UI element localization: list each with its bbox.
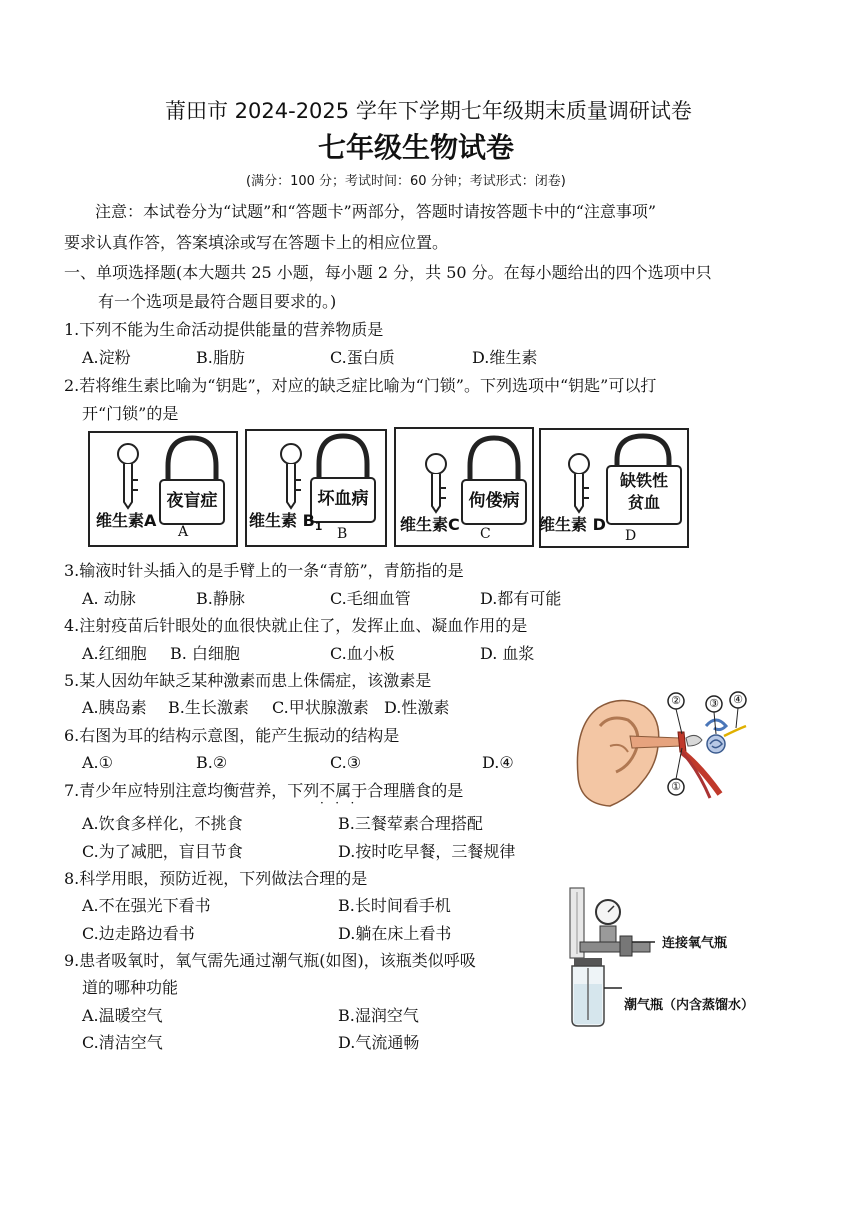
humidifier-label-oxygen: 连接氧气瓶 (662, 936, 728, 951)
exam-info: (满分：100 分；考试时间：60 分钟；考试形式：闭卷) (246, 174, 566, 189)
panel-letter-b: B (337, 526, 348, 542)
panel-letter-d: D (625, 528, 637, 544)
vitamin-panel-a (88, 428, 238, 548)
humidifier-label-bottle: 潮气瓶（内含蒸馏水） (624, 998, 755, 1013)
lock-label-b: 坏血病 (317, 489, 369, 509)
subject-title: 七年级生物试卷 (318, 131, 515, 164)
q8-option-b: B.长时间看手机 (338, 896, 451, 915)
ear-label-2: ② (671, 694, 681, 707)
q4-option-a: A.红细胞 (82, 644, 147, 663)
q1-option-d: D.维生素 (472, 348, 538, 367)
lock-label-a: 夜盲症 (166, 491, 218, 511)
notice-line-1: 注意：本试卷分为“试题”和“答题卡”两部分，答题时请按答题卡中的“注意事项” (95, 202, 657, 221)
q4-option-b: B. 白细胞 (170, 644, 240, 663)
q9-option-d: D.气流通畅 (338, 1033, 420, 1052)
q3-option-b: B.静脉 (196, 589, 245, 608)
q6-option-a: A.① (82, 753, 113, 772)
key-label-c: 维生素C (400, 515, 460, 534)
q9-option-c: C.清洁空气 (82, 1033, 163, 1052)
q9-option-b: B.湿润空气 (338, 1006, 419, 1025)
q4-stem: 4.注射疫苗后针眼处的血很快就止住了，发挥止血、凝血作用的是 (64, 616, 528, 635)
q2-stem-line-1: 2.若将维生素比喻为“钥匙”，对应的缺乏症比喻为“门锁”。下列选项中“钥匙”可以打 (64, 376, 657, 395)
notice-line-2: 要求认真作答，答案填涂或写在答题卡上的相应位置。 (64, 233, 449, 252)
q9-stem-line-2: 道的哪种功能 (82, 978, 179, 997)
q4-option-c: C.血小板 (330, 644, 395, 663)
ear-label-3: ③ (709, 697, 719, 710)
ear-label-4: ④ (733, 693, 743, 706)
q7-option-a: A.饮食多样化，不挑食 (82, 814, 243, 833)
q4-option-d: D. 血浆 (480, 644, 535, 663)
lock-label-c: 佝偻病 (468, 491, 520, 511)
q9-option-a: A.温暖空气 (82, 1006, 163, 1025)
q5-stem: 5.某人因幼年缺乏某种激素而患上侏儒症，该激素是 (64, 671, 432, 690)
q6-stem: 6.右图为耳的结构示意图，能产生振动的结构是 (64, 726, 400, 745)
q3-option-d: D.都有可能 (480, 589, 562, 608)
q5-option-a: A.胰岛素 (82, 698, 147, 717)
humidifier-figure (560, 884, 775, 1029)
vitamin-panel-b (245, 428, 387, 548)
panel-letter-c: C (480, 526, 491, 542)
q9-stem-line-1: 9.患者吸氧时，氧气需先通过潮气瓶(如图)，该瓶类似呼吸 (64, 951, 476, 970)
ear-label-1: ① (671, 780, 681, 793)
section-heading-line-1: 一、单项选择题(本大题共 25 小题，每小题 2 分，共 50 分。在每小题给出的四个选项中只 (64, 263, 712, 282)
key-label-b: 维生素 $B_1$ (249, 511, 323, 534)
q5-option-c: C.甲状腺激素 (272, 698, 369, 717)
q3-option-c: C.毛细血管 (330, 589, 411, 608)
q3-stem: 3.输液时针头插入的是手臂上的一条“青筋”，青筋指的是 (64, 561, 464, 580)
q7-stem: 7.青少年应特别注意均衡营养，下列不属于合理膳食的是 (64, 781, 464, 800)
section-heading-line-2: 有一个选项是最符合题目要求的。) (98, 292, 337, 311)
q7-option-b: B.三餐荤素合理搭配 (338, 814, 483, 833)
vitamin-panel-c (394, 426, 534, 548)
q8-stem: 8.科学用眼，预防近视，下列做法合理的是 (64, 869, 368, 888)
q6-option-d: D.④ (482, 753, 514, 772)
q1-option-b: B.脂肪 (196, 348, 245, 367)
vitamin-panel-d (539, 428, 689, 550)
key-label-a: 维生素A (96, 511, 157, 530)
exam-title: 莆田市 2024-2025 学年下学期七年级期末质量调研试卷 (165, 99, 692, 123)
lock-label-d: 缺铁性 贫血 (619, 471, 668, 512)
q6-option-c: C.③ (330, 753, 362, 772)
q5-option-d: D.性激素 (384, 698, 450, 717)
ear-structure-figure (570, 686, 760, 816)
q5-option-b: B.生长激素 (168, 698, 249, 717)
q3-option-a: A. 动脉 (82, 589, 136, 608)
q6-option-b: B.② (196, 753, 228, 772)
q7-option-d: D.按时吃早餐，三餐规律 (338, 842, 516, 861)
emphasis-dots: · · · (320, 796, 355, 810)
q2-stem-line-2: 开“门锁”的是 (82, 404, 179, 423)
key-label-d: 维生素 D (539, 515, 606, 534)
panel-letter-a: A (178, 524, 189, 540)
q1-option-a: A.淀粉 (82, 348, 131, 367)
q8-option-d: D.躺在床上看书 (338, 924, 452, 943)
q1-stem: 1.下列不能为生命活动提供能量的营养物质是 (64, 320, 384, 339)
q8-option-c: C.边走路边看书 (82, 924, 195, 943)
q8-option-a: A.不在强光下看书 (82, 896, 211, 915)
q1-option-c: C.蛋白质 (330, 348, 395, 367)
q7-option-c: C.为了减肥，盲目节食 (82, 842, 243, 861)
